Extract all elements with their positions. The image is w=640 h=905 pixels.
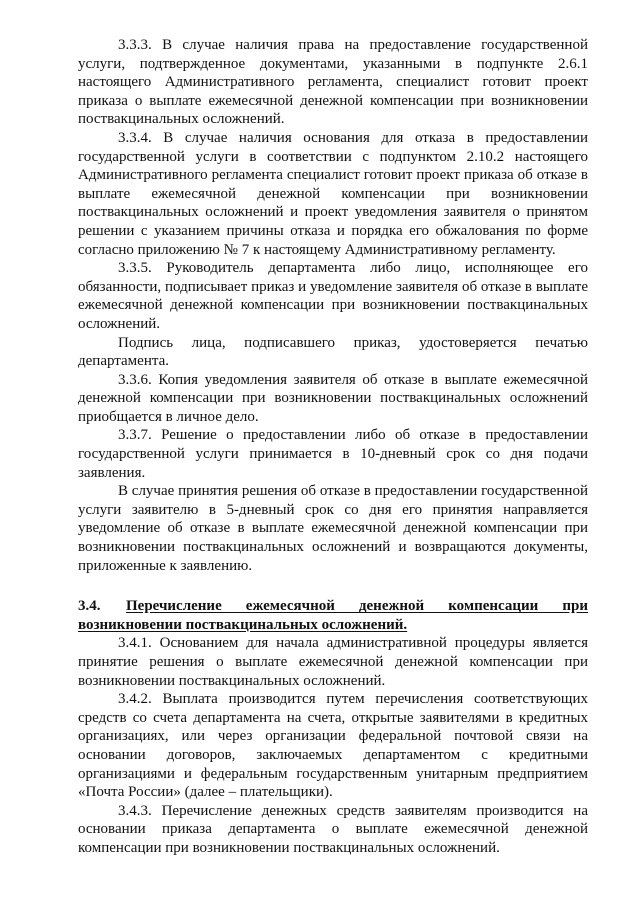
paragraph-3-4-3: 3.4.3. Перечисление денежных средств заявителям производится на основании приказа департамента о выплате ежемесячной денежной компенсации при возникновении поствакцинальных осложнений. xyxy=(78,802,588,856)
section-title-text: Перечисление ежемесячной денежной компенсации при возникновении поствакцинальных осложнений. xyxy=(78,598,588,633)
section-number: 3.4. xyxy=(78,598,101,615)
paragraph-refusal-notice: В случае принятия решения об отказе в предоставлении государственной услуги заявителю в 5-дневный срок со дня его принятия направляется уведомление об отказе в выплате ежемесячной денежной компенсации при возникновении поствакцинальных осложнений и возвращаются документы, приложенные к заявлению. xyxy=(78,483,588,574)
paragraph-3-3-6: 3.3.6. Копия уведомления заявителя об отказе в выплате ежемесячной денежной компенсации при возникновении поствакцинальных осложнений приобщается в личное дело. xyxy=(78,371,588,425)
paragraph-3-3-4: 3.3.4. В случае наличия основания для отказа в предоставлении государственной услуги в соответствии с подпунктом 2.10.2 настоящего Административного регламента специалист готовит проект приказа об отказе в выплате ежемесячной денежной компенсации при возникновении поствакцинальных осложнений и проект уведомления заявителя о принятом решении с указанием причины отказа и порядка его обжалования по форме согласно приложению № 7 к настоящему Административному регламенту. xyxy=(78,129,588,258)
document-page xyxy=(78,36,588,858)
paragraph-3-4-1: 3.4.1. Основанием для начала административной процедуры является принятие решения о выплате ежемесячной денежной компенсации при возникновении поствакцинальных осложнений. xyxy=(78,635,588,689)
paragraph-signature-seal: Подпись лица, подписавшего приказ, удостоверяется печатью департамента. xyxy=(78,334,588,370)
paragraph-3-3-5: 3.3.5. Руководитель департамента либо лицо, исполняющее его обязанности, подписывает приказ и уведомление заявителя об отказе в выплате ежемесячной денежной компенсации при возникновении поствакцинальных осложнений. xyxy=(78,260,588,332)
section-heading-3-4 xyxy=(78,597,588,634)
paragraph-3-3-7: 3.3.7. Решение о предоставлении либо об отказе в предоставлении государственной услуги принимается в 10-дневный срок со дня подачи заявления. xyxy=(78,427,588,481)
paragraph-3-3-3: 3.3.3. В случае наличия права на предоставление государственной услуги, подтвержденное документами, указанными в подпункте 2.6.1 настоящего Административного регламента, специалист готовит проект приказа о выплате ежемесячной денежной компенсации при возникновении поствакцинальных осложнений. xyxy=(78,37,588,128)
section-title xyxy=(78,598,588,633)
paragraph-3-4-2: 3.4.2. Выплата производится путем перечисления соответствующих средств со счета департамента на счета, открытые заявителями в кредитных организациях, или через организации федеральной почтовой связи на основании договоров, заключаемых департаментом с кредитными организациями и федеральным государственным унитарным предприятием «Почта России» (далее – плательщики). xyxy=(78,691,588,801)
